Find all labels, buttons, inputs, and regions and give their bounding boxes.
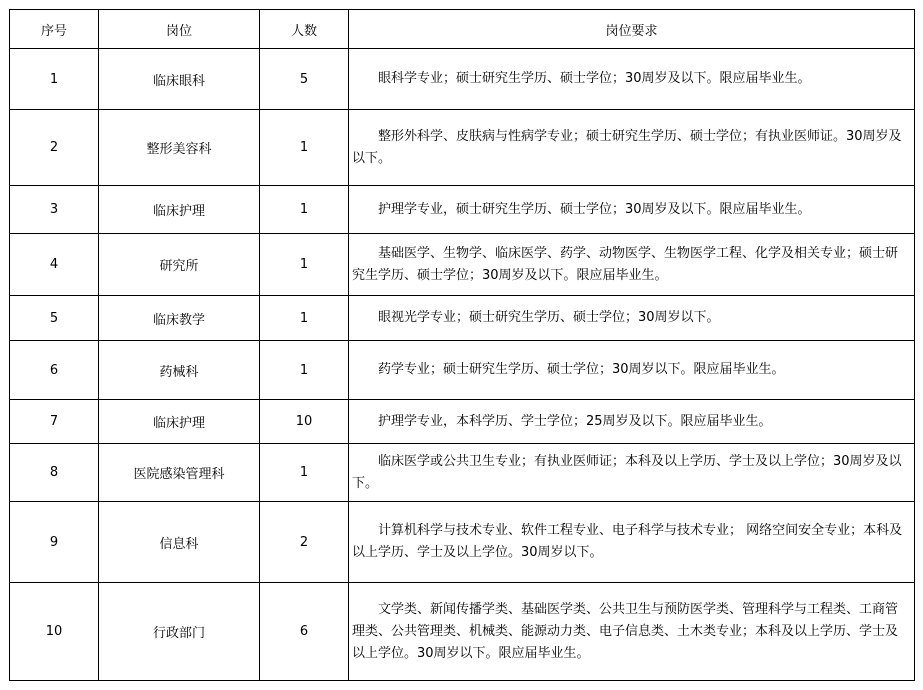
- row-requirements: 文学类、新闻传播学类、基础医学类、公共卫生与预防医学类、管理科学与工程类、工商管理类、公共管理类、机械类、能源动力类、电子信息类、土木类专业；本科及以上学历、学士及以上学位。30周岁以下。限应届毕业生。: [349, 583, 915, 681]
- row-count: 2: [260, 502, 349, 583]
- table-row: [10, 444, 915, 502]
- row-index: 3: [10, 186, 99, 234]
- row-requirements: 临床医学或公共卫生专业；有执业医师证；本科及以上学历、学士及以上学位；30周岁及以下。: [349, 444, 915, 502]
- row-count: 1: [260, 110, 349, 186]
- row-index: 9: [10, 502, 99, 583]
- row-position: 整形美容科: [99, 110, 260, 186]
- table-row: [10, 296, 915, 341]
- header-position: 岗位: [99, 10, 260, 49]
- row-requirements: 眼视光学专业；硕士研究生学历、硕士学位；30周岁以下。: [349, 296, 915, 341]
- row-requirements: 药学专业；硕士研究生学历、硕士学位；30周岁以下。限应届毕业生。: [349, 341, 915, 400]
- table-row: [10, 583, 915, 681]
- table-row: [10, 49, 915, 110]
- row-index: 1: [10, 49, 99, 110]
- row-position: 研究所: [99, 234, 260, 296]
- row-index: 8: [10, 444, 99, 502]
- row-position: 临床护理: [99, 186, 260, 234]
- row-position: 信息科: [99, 502, 260, 583]
- table-row: [10, 110, 915, 186]
- row-count: 1: [260, 186, 349, 234]
- row-position: 临床教学: [99, 296, 260, 341]
- row-position: 临床眼科: [99, 49, 260, 110]
- row-index: 4: [10, 234, 99, 296]
- row-count: 1: [260, 444, 349, 502]
- row-position: 药械科: [99, 341, 260, 400]
- row-count: 1: [260, 296, 349, 341]
- table-row: [10, 341, 915, 400]
- row-count: 6: [260, 583, 349, 681]
- header-count: 人数: [260, 10, 349, 49]
- row-index: 5: [10, 296, 99, 341]
- row-position: 医院感染管理科: [99, 444, 260, 502]
- header-requirements: 岗位要求: [349, 10, 915, 49]
- header-row: [10, 10, 915, 49]
- table-row: [10, 400, 915, 444]
- row-requirements: 眼科学专业；硕士研究生学历、硕士学位；30周岁及以下。限应届毕业生。: [349, 49, 915, 110]
- row-count: 5: [260, 49, 349, 110]
- row-requirements: 计算机科学与技术专业、软件工程专业、电子科学与技术专业； 网络空间安全专业；本科及以上学历、学士及以上学位。30周岁以下。: [349, 502, 915, 583]
- row-count: 1: [260, 234, 349, 296]
- row-index: 10: [10, 583, 99, 681]
- row-index: 6: [10, 341, 99, 400]
- header-index: 序号: [10, 10, 99, 49]
- row-position: 行政部门: [99, 583, 260, 681]
- table-row: [10, 186, 915, 234]
- table-row: [10, 502, 915, 583]
- row-count: 10: [260, 400, 349, 444]
- row-index: 7: [10, 400, 99, 444]
- row-index: 2: [10, 110, 99, 186]
- table-row: [10, 234, 915, 296]
- row-requirements: 整形外科学、皮肤病与性病学专业；硕士研究生学历、硕士学位；有执业医师证。30周岁及以下。: [349, 110, 915, 186]
- row-position: 临床护理: [99, 400, 260, 444]
- recruitment-table: [9, 9, 915, 681]
- row-requirements: 护理学专业，硕士研究生学历、硕士学位；30周岁及以下。限应届毕业生。: [349, 186, 915, 234]
- row-requirements: 基础医学、生物学、临床医学、药学、动物医学、生物医学工程、化学及相关专业；硕士研究生学历、硕士学位；30周岁及以下。限应届毕业生。: [349, 234, 915, 296]
- row-requirements: 护理学专业，本科学历、学士学位；25周岁及以下。限应届毕业生。: [349, 400, 915, 444]
- row-count: 1: [260, 341, 349, 400]
